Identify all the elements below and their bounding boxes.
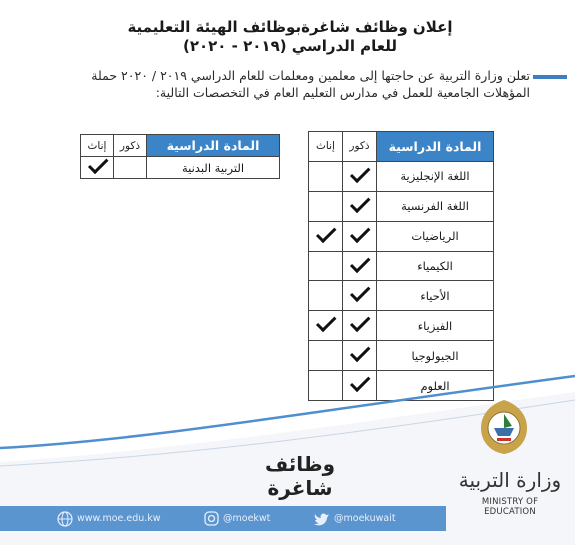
checkmark-icon [350,222,371,243]
subject-cell: الفيزياء [377,311,494,341]
checkmark-icon [350,192,371,213]
table-row [309,221,494,251]
checkmark-icon [316,222,337,243]
header-subject: المادة الدراسية [377,132,494,162]
twitter-icon [314,512,330,526]
ministry-name-arabic: وزارة التربية [458,468,562,492]
female-cell [309,311,343,341]
checkmark-icon [350,342,371,363]
subject-cell: الكيمياء [377,251,494,281]
checkmark-icon [87,154,108,175]
instagram-icon [204,511,219,526]
kuwait-emblem-icon [477,398,531,456]
subject-cell: التربية البدنية [147,157,280,179]
subject-cell: العلوم [377,371,494,401]
male-cell [343,281,377,311]
checkmark-icon [350,252,371,273]
checkmark-icon [350,312,371,333]
male-cell [343,161,377,191]
twitter-text: @moekuwait [334,513,396,524]
table-row [309,191,494,221]
checkmark-icon [350,282,371,303]
table-row [309,341,494,371]
side-subjects-table [80,134,280,179]
table-row [309,251,494,281]
female-cell [309,161,343,191]
male-cell [343,191,377,221]
vacancies-label: وظائف شاغرة [264,452,336,500]
subject-cell: الجيولوجيا [377,341,494,371]
footer-bar [0,506,446,531]
globe-icon [57,511,73,527]
header-male: ذكور [343,132,377,162]
checkmark-icon [316,312,337,333]
title-line-1: إعلان وظائف شاغرةبوظائف الهيئة التعليمية [127,18,453,36]
main-subjects-table [308,131,494,401]
female-cell [81,157,114,179]
female-cell [309,251,343,281]
subject-cell: الرياضيات [377,221,494,251]
table-row [309,281,494,311]
subject-cell: الأحياء [377,281,494,311]
footer-twitter[interactable] [314,510,396,527]
checkmark-icon [350,162,371,183]
ministry-name-english: MINISTRY OF EDUCATION [481,497,539,517]
male-cell [343,341,377,371]
header-subject: المادة الدراسية [147,135,280,157]
male-cell [114,157,147,179]
intro-accent-bar [533,75,567,79]
table-row [309,311,494,341]
male-cell [343,251,377,281]
header-male: ذكور [114,135,147,157]
footer-instagram[interactable] [204,510,270,527]
header-female: إناث [309,132,343,162]
instagram-text: @moekwt [223,513,271,524]
website-text: www.moe.edu.kw [77,513,161,524]
table-row [309,161,494,191]
male-cell [343,311,377,341]
header-female: إناث [81,135,114,157]
female-cell [309,281,343,311]
subject-cell: اللغة الإنجليزية [377,161,494,191]
footer-website[interactable] [57,510,161,527]
female-cell [309,341,343,371]
table-row [81,157,280,179]
title-line-2: للعام الدراسي (٢٠١٩ - ٢٠٢٠) [182,37,398,55]
subject-cell: اللغة الفرنسية [377,191,494,221]
female-cell [309,191,343,221]
female-cell [309,221,343,251]
intro-paragraph: تعلن وزارة التربية عن حاجتها إلى معلمين ومعلمات للعام الدراسي ٢٠١٩ / ٢٠٢٠ حملة المؤهلات الجامعية للعمل في مدارس التعليم العام في التخصصات التالية: [91,68,530,100]
male-cell [343,221,377,251]
